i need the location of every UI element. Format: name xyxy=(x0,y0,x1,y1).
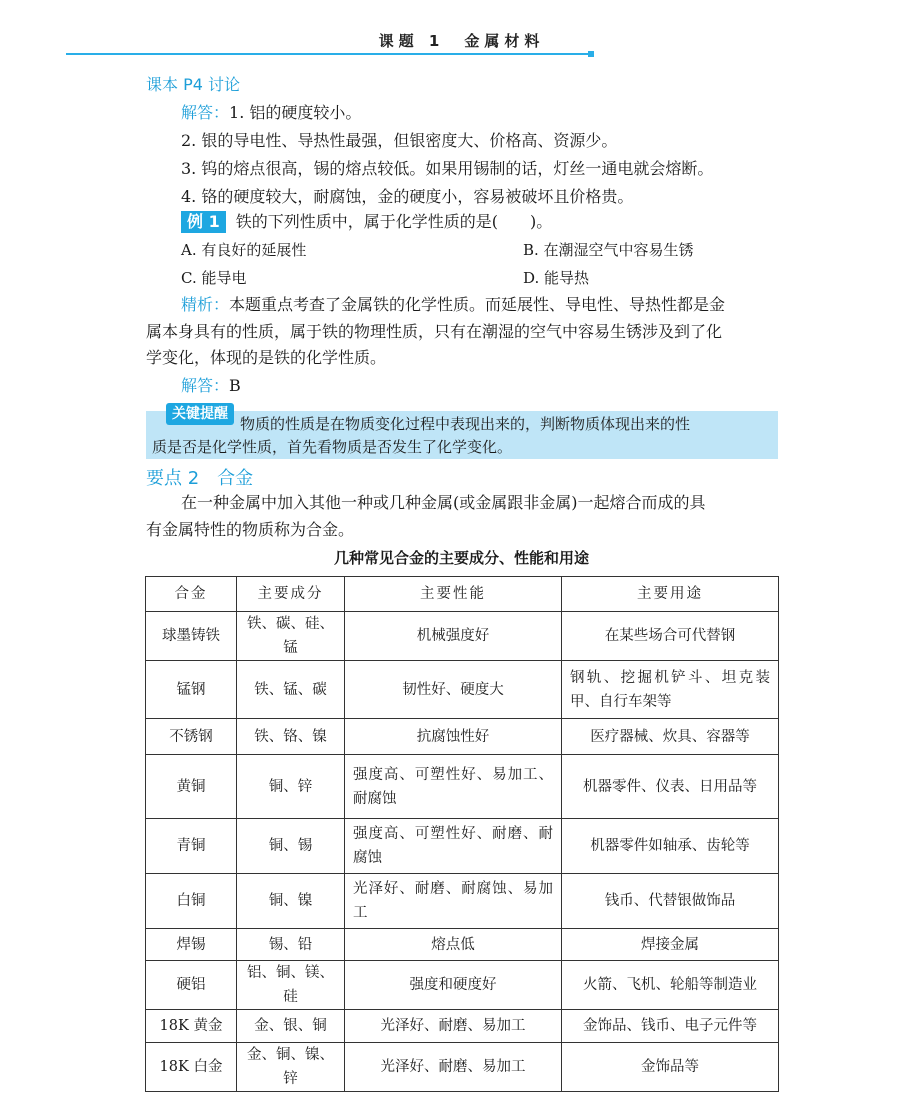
table-cell: 钢轨、挖掘机铲斗、坦克装甲、自行车架等 xyxy=(562,661,779,719)
table-row xyxy=(146,755,779,819)
column-header: 主要成分 xyxy=(237,577,345,612)
header-rule-end-mark xyxy=(588,51,594,57)
table-cell: 强度和硬度好 xyxy=(345,961,562,1010)
table-cell: 金、铜、镍、锌 xyxy=(237,1043,345,1092)
table-cell: 金、银、铜 xyxy=(237,1010,345,1043)
table-row xyxy=(146,1010,779,1043)
table-cell: 球墨铸铁 xyxy=(146,612,237,661)
alloy-table xyxy=(145,576,779,1092)
key-tip-text: 质是否是化学性质，首先看物质是否发生了化学变化。 xyxy=(152,438,513,456)
analysis-text: 属本身具有的性质，属于铁的物理性质，只有在潮湿的空气中容易生锈涉及到了化 xyxy=(146,322,723,341)
discussion-answer-item: 1. 铝的硬度较小。 xyxy=(229,103,362,122)
analysis-text: 学变化，体现的是铁的化学性质。 xyxy=(146,348,387,367)
discussion-answer-item: 3. 钨的熔点很高，锡的熔点较低。如果用锡制的话，灯丝一通电就会熔断。 xyxy=(181,159,714,178)
discussion-answer-item: 4. 铬的硬度较大，耐腐蚀，金的硬度小，容易被破坏且价格贵。 xyxy=(181,187,634,206)
example-question: 铁的下列性质中，属于化学性质的是( )。 xyxy=(235,212,553,231)
column-header: 合金 xyxy=(146,577,237,612)
table-title: 几种常见合金的主要成分、性能和用途 xyxy=(333,549,589,567)
example-question-line xyxy=(181,211,552,233)
table-cell: 18K 白金 xyxy=(146,1043,237,1092)
table-header-row xyxy=(146,577,779,612)
table-cell: 焊接金属 xyxy=(562,929,779,961)
section-paragraph: 在一种金属中加入其他一种或几种金属(或金属跟非金属)一起熔合而成的具 xyxy=(181,493,706,512)
table-cell: 熔点低 xyxy=(345,929,562,961)
table-row xyxy=(146,719,779,755)
table-cell: 光泽好、耐磨、易加工 xyxy=(345,1043,562,1092)
option-c: C. 能导电 xyxy=(181,269,247,287)
table-cell: 焊锡 xyxy=(146,929,237,961)
table-cell: 铁、锰、碳 xyxy=(237,661,345,719)
example-answer: B xyxy=(229,376,241,395)
table-cell: 铝、铜、镁、硅 xyxy=(237,961,345,1010)
table-cell: 铜、镍 xyxy=(237,874,345,929)
table-cell: 金饰品、钱币、电子元件等 xyxy=(562,1010,779,1043)
table-row xyxy=(146,1043,779,1092)
table-cell: 强度高、可塑性好、耐磨、耐腐蚀 xyxy=(345,819,562,874)
table-cell: 钱币、代替银做饰品 xyxy=(562,874,779,929)
table-cell: 不锈钢 xyxy=(146,719,237,755)
table-cell: 光泽好、耐磨、耐腐蚀、易加工 xyxy=(345,874,562,929)
discussion-answer-label: 解答： xyxy=(181,103,230,122)
table-row xyxy=(146,612,779,661)
table-cell: 18K 黄金 xyxy=(146,1010,237,1043)
table-row xyxy=(146,961,779,1010)
table-cell: 铁、碳、硅、锰 xyxy=(237,612,345,661)
column-header: 主要用途 xyxy=(562,577,779,612)
table-row xyxy=(146,874,779,929)
table-cell: 黄铜 xyxy=(146,755,237,819)
analysis-text: 本题重点考查了金属铁的化学性质。而延展性、导电性、导热性都是金 xyxy=(229,295,726,314)
option-a: A. 有良好的延展性 xyxy=(181,241,307,259)
table-cell: 抗腐蚀性好 xyxy=(345,719,562,755)
table-cell: 金饰品等 xyxy=(562,1043,779,1092)
example-answer-line xyxy=(181,376,241,396)
table-cell: 火箭、飞机、轮船等制造业 xyxy=(562,961,779,1010)
table-cell: 白铜 xyxy=(146,874,237,929)
table-cell: 医疗器械、炊具、容器等 xyxy=(562,719,779,755)
table-cell: 锡、铅 xyxy=(237,929,345,961)
discussion-label: 课本 P4 讨论 xyxy=(146,75,241,94)
table-cell: 机器零件如轴承、齿轮等 xyxy=(562,819,779,874)
section-paragraph: 有金属特性的物质称为合金。 xyxy=(146,520,355,539)
option-d: D. 能导热 xyxy=(523,269,590,287)
key-tip-badge: 关键提醒 xyxy=(166,403,234,425)
table-cell: 机器零件、仪表、日用品等 xyxy=(562,755,779,819)
section-title: 要点 2 合金 xyxy=(146,468,254,489)
analysis-label: 精析： xyxy=(181,295,230,314)
table-cell: 机械强度好 xyxy=(345,612,562,661)
option-b: B. 在潮湿空气中容易生锈 xyxy=(523,241,694,259)
table-cell: 锰钢 xyxy=(146,661,237,719)
example-answer-label: 解答： xyxy=(181,376,230,395)
header-rule xyxy=(66,53,590,55)
analysis-line-1 xyxy=(181,295,725,315)
page-header-title: 课题 1 金属材料 xyxy=(378,32,545,50)
table-cell: 强度高、可塑性好、易加工、耐腐蚀 xyxy=(345,755,562,819)
table-row xyxy=(146,661,779,719)
table-cell: 硬铝 xyxy=(146,961,237,1010)
key-tip-text: 物质的性质是在物质变化过程中表现出来的，判断物质体现出来的性 xyxy=(240,415,691,433)
table-cell: 铁、铬、镍 xyxy=(237,719,345,755)
discussion-answer-item: 2. 银的导电性、导热性最强，但银密度大、价格高、资源少。 xyxy=(181,131,618,150)
table-row xyxy=(146,819,779,874)
table-cell: 青铜 xyxy=(146,819,237,874)
example-badge: 例 1 xyxy=(181,211,226,233)
table-row xyxy=(146,929,779,961)
table-cell: 铜、锡 xyxy=(237,819,345,874)
table-cell: 光泽好、耐磨、易加工 xyxy=(345,1010,562,1043)
table-cell: 在某些场合可代替钢 xyxy=(562,612,779,661)
table-cell: 铜、锌 xyxy=(237,755,345,819)
table-cell: 韧性好、硬度大 xyxy=(345,661,562,719)
column-header: 主要性能 xyxy=(345,577,562,612)
discussion-answer-line-1 xyxy=(181,103,361,123)
